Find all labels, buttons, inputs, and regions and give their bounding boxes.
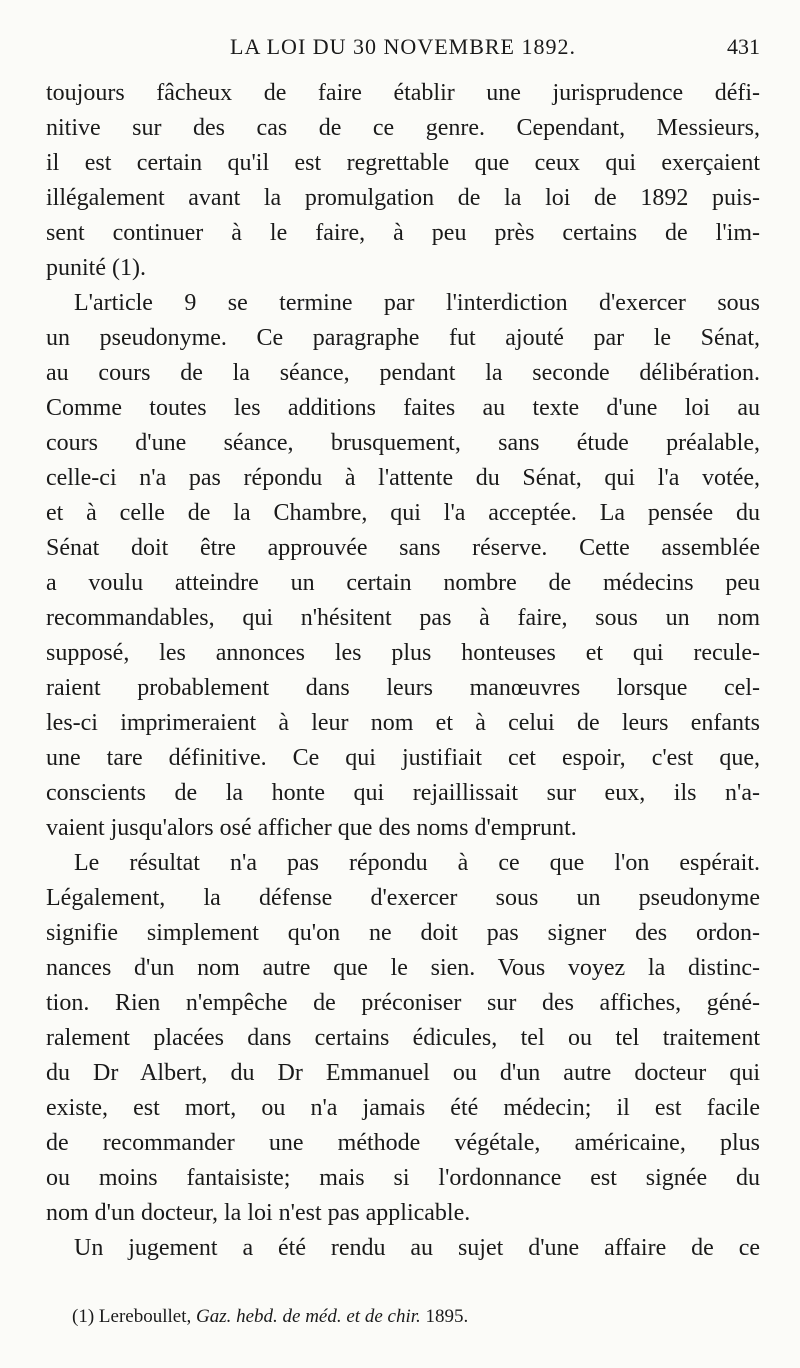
- footnote-source: Gaz. hebd. de méd. et de chir.: [195, 1306, 421, 1327]
- text-line: L'article 9 se termine par l'interdiction d'exercer sous: [74, 290, 760, 316]
- text-line: existe, est mort, ou n'a jamais été médecin; il est facile: [46, 1095, 760, 1121]
- text-line: Sénat doit être approuvée sans réserve. Cette assemblée: [46, 535, 760, 561]
- text-line: une tare définitive. Ce qui justifiait cet espoir, c'est que,: [46, 745, 760, 771]
- text-line: au cours de la séance, pendant la seconde délibération.: [46, 360, 760, 386]
- text-line: ou moins fantaisiste; mais si l'ordonnance est signée du: [46, 1165, 760, 1191]
- text-line: un pseudonyme. Ce paragraphe fut ajouté par le Sénat,: [46, 325, 760, 351]
- text-line: il est certain qu'il est regrettable que ceux qui exerçaient: [46, 150, 760, 176]
- text-line: supposé, les annonces les plus honteuses et qui recule-: [46, 640, 760, 666]
- text-line: raient probablement dans leurs manœuvres lorsque cel-: [46, 675, 760, 701]
- text-line: Comme toutes les additions faites au texte d'une loi au: [46, 395, 760, 421]
- footnote: [72, 1306, 468, 1328]
- text-line: celle-ci n'a pas répondu à l'attente du Sénat, qui l'a votée,: [46, 465, 760, 491]
- text-line: les-ci imprimeraient à leur nom et à celui de leurs enfants: [46, 710, 760, 736]
- text-line: a voulu atteindre un certain nombre de médecins peu: [46, 570, 760, 596]
- text-line: sent continuer à le faire, à peu près certains de l'im-: [46, 220, 760, 246]
- text-line: vaient jusqu'alors osé afficher que des noms d'emprunt.: [46, 815, 577, 841]
- text-line: ralement placées dans certains édicules, tel ou tel traitement: [46, 1025, 760, 1051]
- running-title: LA LOI DU 30 NOVEMBRE 1892.: [230, 34, 576, 59]
- page-number: 431: [727, 34, 760, 59]
- text-line: Un jugement a été rendu au sujet d'une affaire de ce: [74, 1235, 760, 1261]
- text-line: conscients de la honte qui rejaillissait sur eux, ils n'a-: [46, 780, 760, 806]
- text-line: de recommander une méthode végétale, américaine, plus: [46, 1130, 760, 1156]
- text-line: et à celle de la Chambre, qui l'a acceptée. La pensée du: [46, 500, 760, 526]
- body-text: [46, 76, 760, 1266]
- page-header: [46, 34, 760, 70]
- text-line: punité (1).: [46, 255, 146, 281]
- text-line: illégalement avant la promulgation de la loi de 1892 puis-: [46, 185, 760, 211]
- text-line: Le résultat n'a pas répondu à ce que l'on espérait.: [74, 850, 760, 876]
- text-line: nom d'un docteur, la loi n'est pas applicable.: [46, 1200, 471, 1226]
- footnote-year: 1895.: [425, 1306, 469, 1327]
- text-line: tion. Rien n'empêche de préconiser sur des affiches, géné-: [46, 990, 760, 1016]
- text-line: cours d'une séance, brusquement, sans étude préalable,: [46, 430, 760, 456]
- text-line: toujours fâcheux de faire établir une jurisprudence défi-: [46, 80, 760, 106]
- text-line: nitive sur des cas de ce genre. Cependant, Messieurs,: [46, 115, 760, 141]
- text-line: Légalement, la défense d'exercer sous un pseudonyme: [46, 885, 760, 911]
- text-line: du Dr Albert, du Dr Emmanuel ou d'un autre docteur qui: [46, 1060, 760, 1086]
- text-line: nances d'un nom autre que le sien. Vous voyez la distinc-: [46, 955, 760, 981]
- footnote-marker: (1) Lereboullet,: [72, 1306, 192, 1327]
- text-line: signifie simplement qu'on ne doit pas signer des ordon-: [46, 920, 760, 946]
- text-line: recommandables, qui n'hésitent pas à faire, sous un nom: [46, 605, 760, 631]
